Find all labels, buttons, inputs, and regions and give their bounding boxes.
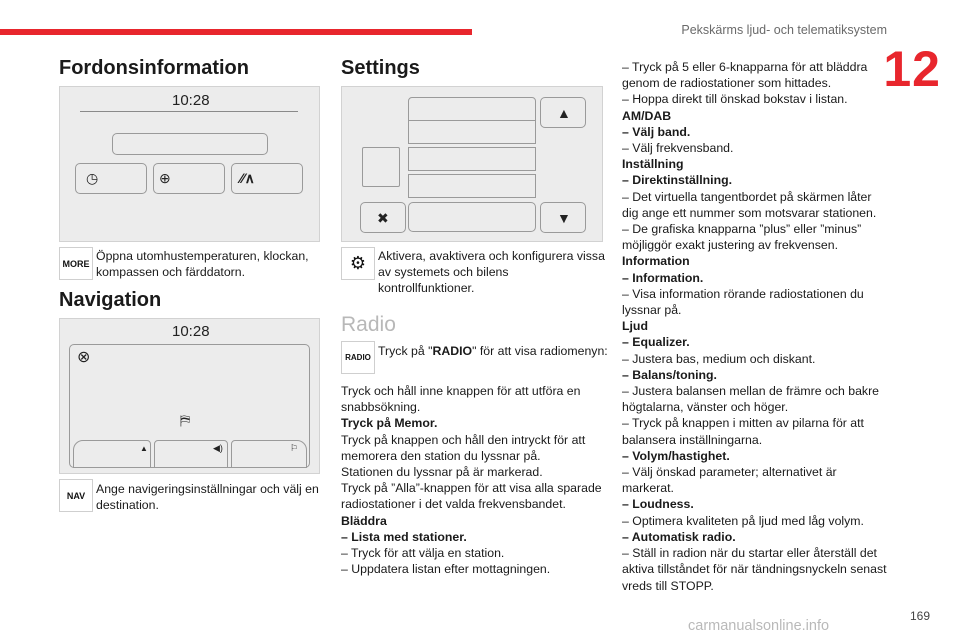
settings-list-item[interactable] <box>408 97 536 121</box>
paragraph: – Ställ in radion när du startar eller återställ det aktiva tillståndet för när tändningsnyckeln senast vreds till STOPP. <box>622 546 887 593</box>
settings-badge <box>341 247 375 280</box>
paragraph: Tryck på ”Alla”-knappen för att visa alla sparade radiostationer i det valda frekvensbandet. <box>341 481 602 512</box>
paragraph: Bläddra <box>341 513 387 528</box>
scroll-up-button[interactable] <box>540 97 586 128</box>
gear-icon: ⚙ <box>349 253 367 273</box>
paragraph: – De grafiska knapparna ”plus” eller ”minus” möjliggör exakt justering av frekvensen. <box>622 222 862 253</box>
radio-desc-bold: RADIO <box>432 344 473 358</box>
settings-list-item[interactable] <box>408 120 536 144</box>
screen-clock: 10:28 <box>172 323 210 340</box>
radio-options-column <box>622 59 890 594</box>
settings-list-item[interactable] <box>408 174 536 198</box>
radio-heading: Radio <box>341 313 396 336</box>
radio-button-badge: RADIO <box>341 341 375 374</box>
more-button-badge: MORE <box>59 247 93 280</box>
navigation-screen <box>59 318 320 474</box>
trip-computer-button[interactable] <box>231 163 303 194</box>
paragraph: AM/DAB <box>622 108 672 123</box>
paragraph: Tryck på Memor. <box>341 416 438 431</box>
search-location-icon: ⊗ <box>77 349 91 366</box>
close-button[interactable] <box>360 202 406 233</box>
compass-icon: ⊕ <box>159 170 171 186</box>
settings-heading: Settings <box>341 57 420 79</box>
paragraph: Information <box>622 254 690 269</box>
paragraph: – Optimera kvaliteten på ljud med låg volym. <box>622 513 864 528</box>
arrow-up-icon: ▲ <box>140 444 148 453</box>
header-red-bar <box>0 29 472 35</box>
paragraph: – Tryck på knappen i mitten av pilarna för att balansera inställningarna. <box>622 416 864 447</box>
arrow-up-icon: ▲ <box>557 105 571 121</box>
paragraph: – Information. <box>622 270 704 285</box>
vehicle-info-screen <box>59 86 320 242</box>
nav-button-badge: NAV <box>59 479 93 512</box>
scroll-down-button[interactable] <box>540 202 586 233</box>
nav-destination-button[interactable] <box>231 440 307 468</box>
nav-direction-button[interactable] <box>73 440 151 468</box>
flag-icon: ⚐ <box>290 443 299 453</box>
paragraph: – Det virtuella tangentbordet på skärmen låter dig ange ett nummer som motsvarar stationen. <box>622 189 877 220</box>
clock-button[interactable] <box>75 163 147 194</box>
paragraph: Tryck och håll inne knappen för att utföra en snabbsökning. <box>341 384 581 415</box>
radio-desc-post: " för att visa radiomenyn: <box>472 344 608 358</box>
radio-body <box>341 383 609 577</box>
paragraph: – Lista med stationer. <box>341 529 467 544</box>
navigation-heading: Navigation <box>59 289 162 311</box>
paragraph: Tryck på knappen och håll den intryckt för att memorera den station du lyssnar på. <box>341 432 586 463</box>
arrow-down-icon: ▼ <box>557 210 571 226</box>
paragraph: – Välj frekvensband. <box>622 141 734 156</box>
volume-icon: ◀) <box>213 443 223 453</box>
radio-desc-pre: Tryck på " <box>378 344 433 358</box>
navigation-description: Ange navigeringsinställningar och välj en destination. <box>96 482 319 513</box>
paragraph: – Volym/hastighet. <box>622 448 730 463</box>
trip-computer-icon: ⁄⁄∧ <box>240 170 255 186</box>
settings-list-item[interactable] <box>408 147 536 171</box>
paragraph: Stationen du lyssnar på är markerad. <box>341 465 543 480</box>
paragraph: – Uppdatera listan efter mottagningen. <box>341 562 551 577</box>
paragraph: Inställning <box>622 157 684 172</box>
paragraph: – Justera balansen mellan de främre och bakre högtalarna, vänster och höger. <box>622 384 880 415</box>
nav-volume-button[interactable] <box>154 440 228 468</box>
section-title: Pekskärms ljud- och telematiksystem <box>681 23 887 37</box>
paragraph: – Välj önskad parameter; alternativet är markerat. <box>622 465 837 496</box>
paragraph: – Tryck för att välja en station. <box>341 546 505 561</box>
settings-thumbnail <box>362 147 400 187</box>
settings-list-item[interactable] <box>408 202 536 232</box>
settings-description: Aktivera, avaktivera och konfigurera vissa av systemets och bilens kontrollfunktioner. <box>378 249 605 296</box>
paragraph: – Justera bas, medium och diskant. <box>622 351 816 366</box>
screen-clock: 10:28 <box>172 92 210 109</box>
route-icon: ⛿ <box>180 412 191 428</box>
paragraph: – Direktinställning. <box>622 173 733 188</box>
paragraph: – Hoppa direkt till önskad bokstav i listan. <box>622 92 848 107</box>
compass-button[interactable] <box>153 163 225 194</box>
paragraph: – Loudness. <box>622 497 694 512</box>
screen-display-field <box>112 133 268 155</box>
fordon-description: Öppna utomhustemperaturen, klockan, kompassen och färddatorn. <box>96 249 309 280</box>
paragraph: – Equalizer. <box>622 335 690 350</box>
paragraph: – Visa information rörande radiostationen du lyssnar på. <box>622 286 864 318</box>
close-icon: ✖ <box>377 210 389 226</box>
paragraph: Ljud <box>622 319 648 334</box>
paragraph: – Automatisk radio. <box>622 529 736 544</box>
page-number: 169 <box>909 609 930 623</box>
fordonsinformation-heading: Fordonsinformation <box>59 57 249 79</box>
radio-description <box>378 343 613 359</box>
paragraph: – Tryck på 5 eller 6-knapparna för att bläddra genom de radiostationer som hittades. <box>622 60 868 91</box>
watermark: carmanualsonline.info <box>688 618 830 634</box>
settings-screen <box>341 86 603 242</box>
chapter-number: 12 <box>883 41 941 97</box>
screen-divider <box>80 111 298 112</box>
paragraph: – Balans/toning. <box>622 367 717 382</box>
clock-icon: ◷ <box>86 170 99 186</box>
paragraph: – Välj band. <box>622 124 691 139</box>
